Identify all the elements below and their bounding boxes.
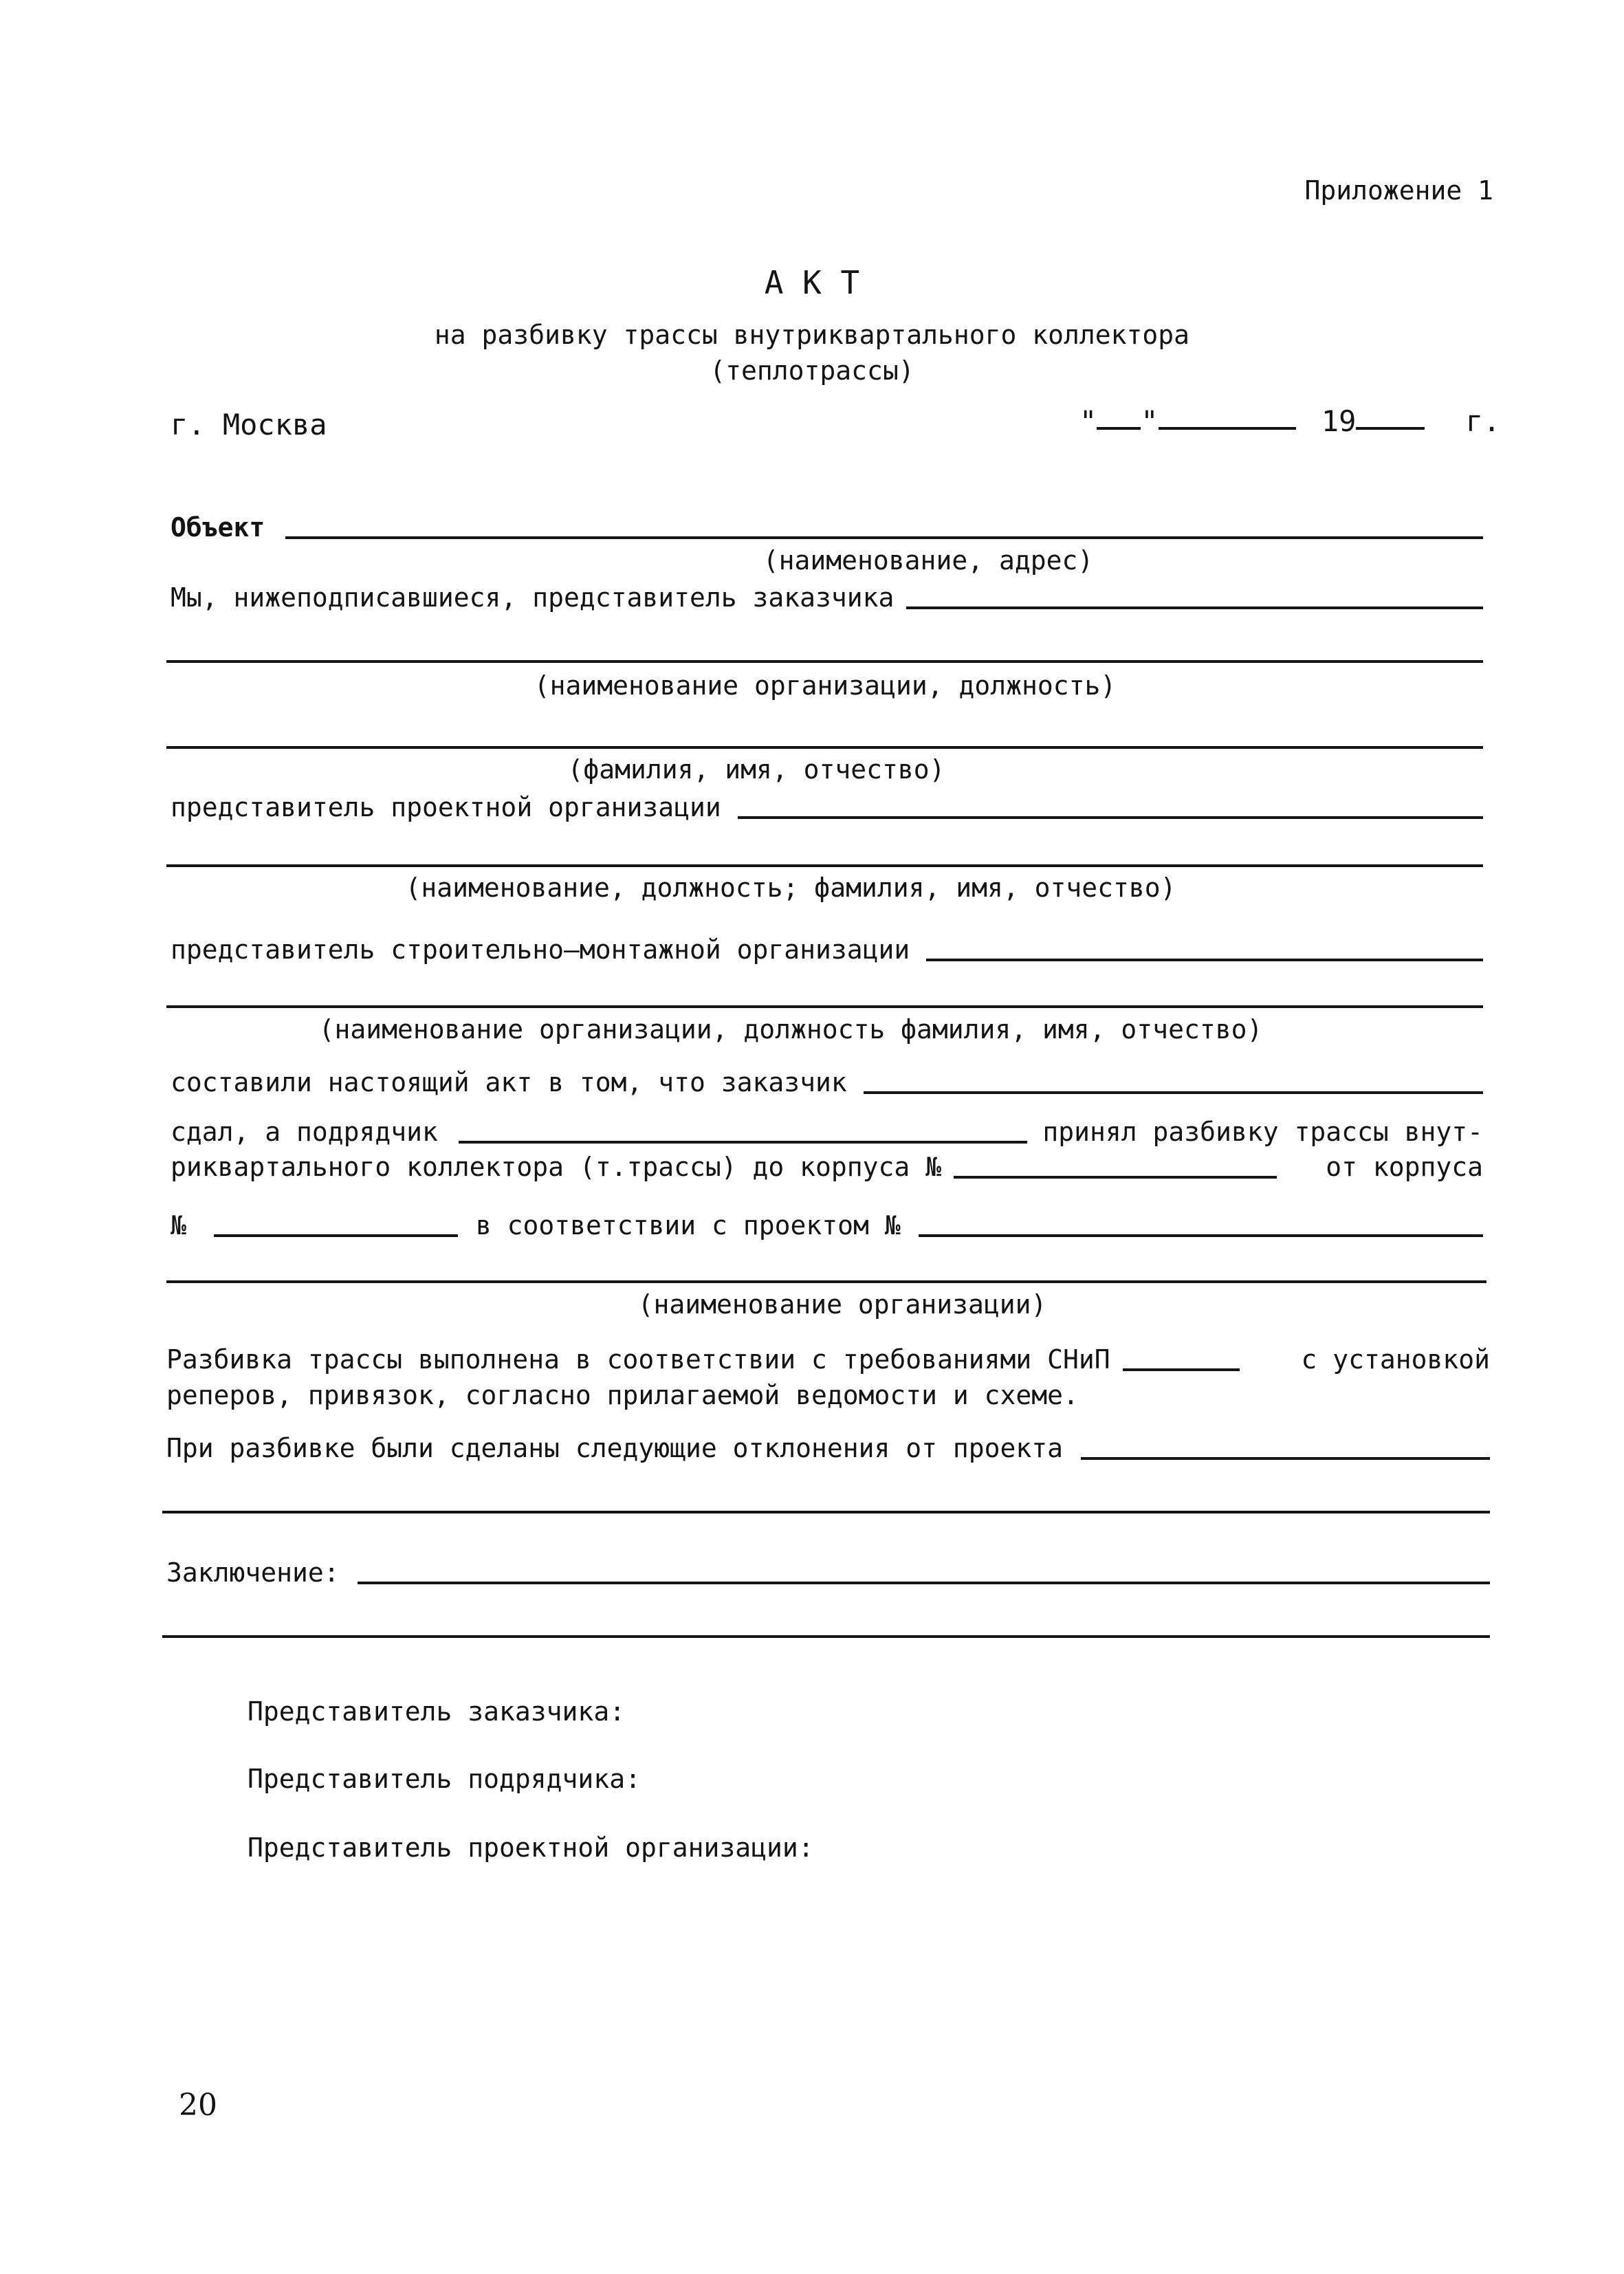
conclusion-row xyxy=(166,1557,1490,1588)
customer-name-field[interactable] xyxy=(864,1091,1483,1094)
contractor-field[interactable] xyxy=(459,1141,1027,1144)
construction-line[interactable] xyxy=(166,1005,1483,1008)
month-blank[interactable] xyxy=(1159,427,1296,430)
year-prefix: 19 xyxy=(1321,404,1357,438)
customer-rep-row xyxy=(171,584,1483,611)
object-caption: (наименование, адрес) xyxy=(762,545,1094,576)
signature-customer: Представитель заказчика: xyxy=(248,1696,626,1727)
deviations-field[interactable] xyxy=(1081,1457,1490,1460)
document-title: А К Т xyxy=(764,264,860,301)
customer-fio-line[interactable] xyxy=(166,746,1483,749)
object-field[interactable] xyxy=(285,536,1483,539)
construction-rep-row xyxy=(171,934,1483,965)
project-row xyxy=(171,1212,1483,1238)
project-label: в соответствии с проектом № xyxy=(475,1210,901,1240)
object-row xyxy=(171,512,1483,543)
handed-label: сдал, а подрядчик xyxy=(171,1117,438,1147)
customer-rep-field[interactable] xyxy=(906,606,1483,609)
org-caption: (наименование организации) xyxy=(637,1289,1047,1320)
deviations-label: При разбивке были сделаны следующие отклонения от проекта xyxy=(166,1433,1064,1463)
to-building-field[interactable] xyxy=(954,1176,1277,1179)
design-rep-row xyxy=(171,794,1483,820)
design-caption: (наименование, должность; фамилия, имя, отчество) xyxy=(405,873,1176,903)
accepted-label: принял разбивку трассы внут- xyxy=(1042,1117,1483,1147)
compiled-row xyxy=(171,1069,1483,1095)
day-blank[interactable] xyxy=(1097,427,1141,430)
deviations-line-2[interactable] xyxy=(162,1511,1490,1513)
deviations-row xyxy=(166,1435,1490,1461)
snip-row xyxy=(166,1346,1490,1373)
customer-rep-label: Мы, нижеподписавшиеся, представитель заказчика xyxy=(171,582,895,613)
snip-number-field[interactable] xyxy=(1123,1368,1240,1371)
construction-rep-field[interactable] xyxy=(926,959,1483,961)
signature-contractor: Представитель подрядчика: xyxy=(248,1764,641,1794)
from-building-field[interactable] xyxy=(214,1234,458,1237)
signature-design: Представитель проектной организации: xyxy=(248,1833,814,1863)
date-field[interactable] xyxy=(1079,404,1501,438)
handed-row xyxy=(171,1119,1483,1145)
design-rep-field[interactable] xyxy=(738,816,1483,819)
conclusion-field[interactable] xyxy=(358,1582,1490,1584)
snip-label: Разбивка трассы выполнена в соответствии с требованиями СНиП xyxy=(166,1344,1110,1375)
compiled-label: составили настоящий акт в том, что заказчик xyxy=(171,1067,847,1097)
page-number: 20 xyxy=(179,2088,217,2123)
quote-open: " xyxy=(1079,404,1097,438)
conclusion-line-2[interactable] xyxy=(162,1635,1490,1638)
subtitle-line2: (теплотрассы) xyxy=(710,356,914,386)
collector-row xyxy=(171,1154,1483,1180)
customer-org-caption: (наименование организации, должность) xyxy=(534,670,1117,701)
appendix-label: Приложение 1 xyxy=(1304,175,1493,206)
year-suffix: г. xyxy=(1465,404,1501,438)
construction-caption: (наименование организации, должность фамилия, имя, отчество) xyxy=(318,1014,1263,1045)
number-sign: № xyxy=(171,1210,186,1240)
quote-close: " xyxy=(1141,404,1159,438)
design-line[interactable] xyxy=(166,864,1483,867)
customer-fio-caption: (фамилия, имя, отчество) xyxy=(567,754,945,785)
construction-rep-label: представитель строительно–монтажной организации xyxy=(171,934,910,965)
object-label: Объект xyxy=(171,512,265,543)
org-line[interactable] xyxy=(166,1280,1486,1283)
snip-label-end: с установкой xyxy=(1301,1344,1490,1375)
city-label: г. Москва xyxy=(171,408,327,441)
from-building-label: от корпуса xyxy=(1326,1152,1483,1182)
project-number-field[interactable] xyxy=(919,1234,1483,1237)
year-blank[interactable] xyxy=(1356,427,1425,430)
customer-org-line[interactable] xyxy=(166,660,1483,663)
reper-line: реперов, привязок, согласно прилагаемой ведомости и схеме. xyxy=(166,1380,1079,1410)
design-rep-label: представитель проектной организации xyxy=(171,792,721,822)
collector-label: риквартального коллектора (т.трассы) до корпуса № xyxy=(171,1152,942,1182)
subtitle-line1: на разбивку трассы внутриквартального коллектора xyxy=(434,320,1190,350)
conclusion-label: Заключение: xyxy=(166,1557,340,1588)
